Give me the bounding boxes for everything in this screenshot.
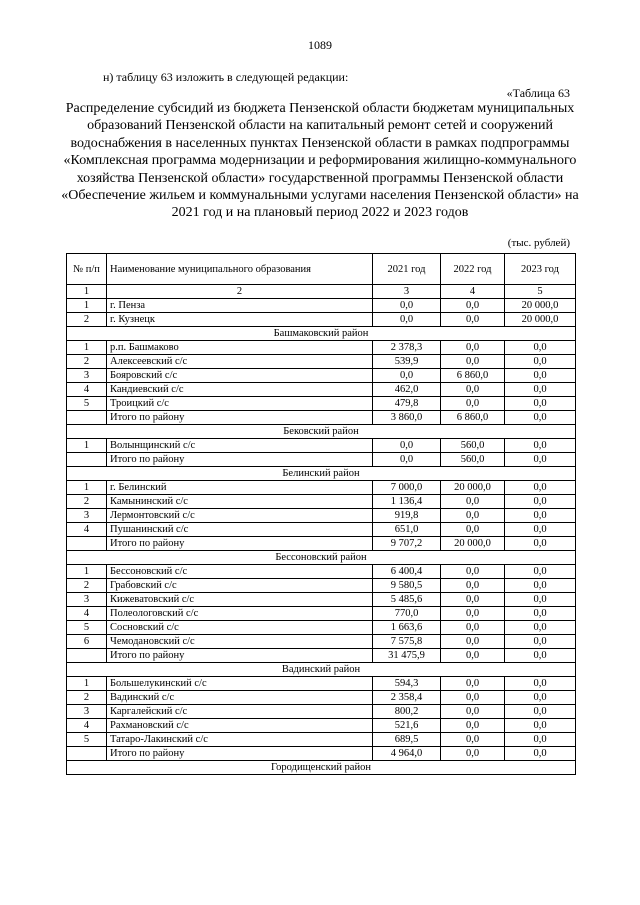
municipality-name: Волынщинский с/с bbox=[107, 439, 373, 453]
municipality-name: Бессоновский с/с bbox=[107, 565, 373, 579]
subsidy-table bbox=[66, 253, 576, 775]
row-number: 1 bbox=[67, 677, 107, 691]
row-number: 2 bbox=[67, 355, 107, 369]
value-2022: 0,0 bbox=[441, 565, 505, 579]
column-number: 1 bbox=[67, 285, 107, 299]
row-number: 1 bbox=[67, 341, 107, 355]
value-2023: 0,0 bbox=[505, 453, 576, 467]
value-2021: 594,3 bbox=[373, 677, 441, 691]
value-2023: 0,0 bbox=[505, 411, 576, 425]
value-2021: 919,8 bbox=[373, 509, 441, 523]
row-number bbox=[67, 747, 107, 761]
value-2022: 6 860,0 bbox=[441, 369, 505, 383]
value-2023: 0,0 bbox=[505, 635, 576, 649]
value-2023: 0,0 bbox=[505, 523, 576, 537]
column-number: 5 bbox=[505, 285, 576, 299]
intro-text: н) таблицу 63 изложить в следующей редакции: bbox=[103, 70, 349, 84]
row-number: 6 bbox=[67, 635, 107, 649]
table-row bbox=[67, 677, 576, 691]
value-2022: 0,0 bbox=[441, 523, 505, 537]
table-row bbox=[67, 565, 576, 579]
table-header-row bbox=[67, 254, 576, 285]
municipality-name: Сосновский с/с bbox=[107, 621, 373, 635]
value-2022: 0,0 bbox=[441, 341, 505, 355]
column-number: 4 bbox=[441, 285, 505, 299]
value-2022: 0,0 bbox=[441, 593, 505, 607]
value-2022: 0,0 bbox=[441, 509, 505, 523]
municipality-name: Троицкий с/с bbox=[107, 397, 373, 411]
table-row bbox=[67, 579, 576, 593]
value-2021: 770,0 bbox=[373, 607, 441, 621]
municipality-name: Лермонтовский с/с bbox=[107, 509, 373, 523]
value-2023: 0,0 bbox=[505, 649, 576, 663]
row-number: 4 bbox=[67, 383, 107, 397]
district-total-row bbox=[67, 537, 576, 551]
value-2023: 0,0 bbox=[505, 621, 576, 635]
column-number: 3 bbox=[373, 285, 441, 299]
district-name: Бековский район bbox=[67, 425, 576, 439]
value-2023: 0,0 bbox=[505, 719, 576, 733]
value-2021: 479,8 bbox=[373, 397, 441, 411]
row-number: 5 bbox=[67, 397, 107, 411]
district-section-row bbox=[67, 551, 576, 565]
row-number: 2 bbox=[67, 579, 107, 593]
value-2021: 0,0 bbox=[373, 453, 441, 467]
municipality-name: р.п. Башмаково bbox=[107, 341, 373, 355]
row-number: 1 bbox=[67, 299, 107, 313]
table-tag: «Таблица 63 bbox=[506, 86, 570, 100]
row-number bbox=[67, 411, 107, 425]
value-2021: 1 663,6 bbox=[373, 621, 441, 635]
district-name: Башмаковский район bbox=[67, 327, 576, 341]
value-2023: 0,0 bbox=[505, 691, 576, 705]
table-row bbox=[67, 593, 576, 607]
row-number: 1 bbox=[67, 439, 107, 453]
row-number bbox=[67, 537, 107, 551]
district-section-row bbox=[67, 467, 576, 481]
value-2021: 651,0 bbox=[373, 523, 441, 537]
district-total-row bbox=[67, 411, 576, 425]
value-2022: 0,0 bbox=[441, 299, 505, 313]
table-row bbox=[67, 635, 576, 649]
header-number: № п/п bbox=[67, 254, 107, 285]
value-2021: 9 707,2 bbox=[373, 537, 441, 551]
row-number bbox=[67, 453, 107, 467]
value-2021: 0,0 bbox=[373, 299, 441, 313]
value-2023: 0,0 bbox=[505, 677, 576, 691]
district-section-row bbox=[67, 761, 576, 775]
value-2021: 539,9 bbox=[373, 355, 441, 369]
header-name: Наименование муниципального образования bbox=[107, 254, 373, 285]
value-2023: 0,0 bbox=[505, 369, 576, 383]
column-number: 2 bbox=[107, 285, 373, 299]
value-2021: 521,6 bbox=[373, 719, 441, 733]
value-2022: 0,0 bbox=[441, 621, 505, 635]
page-number: 1089 bbox=[308, 38, 332, 52]
table-row bbox=[67, 719, 576, 733]
value-2022: 20 000,0 bbox=[441, 537, 505, 551]
value-2021: 6 400,4 bbox=[373, 565, 441, 579]
value-2023: 20 000,0 bbox=[505, 313, 576, 327]
value-2022: 0,0 bbox=[441, 691, 505, 705]
municipality-name: Кижеватовский с/с bbox=[107, 593, 373, 607]
document-title: Распределение субсидий из бюджета Пензенской области бюджетам муниципальных образований Пензенской области на капитальный ремонт сетей и сооружений водоснабжения в населенных пунктах Пензенской области в рамках подпрограммы «Комплексная программа модернизации и реформирования жилищно-коммунального хозяйства Пензенской области» государственной программы Пензенской области «Обеспечение жильем и коммунальными услугами населения Пензенской области» на 2021 год и на плановый период 2022 и 2023 годов bbox=[61, 101, 579, 221]
district-name: Городищенский район bbox=[67, 761, 576, 775]
municipality-name: Грабовский с/с bbox=[107, 579, 373, 593]
value-2022: 0,0 bbox=[441, 495, 505, 509]
municipality-name: Камынинский с/с bbox=[107, 495, 373, 509]
value-2021: 0,0 bbox=[373, 313, 441, 327]
value-2023: 20 000,0 bbox=[505, 299, 576, 313]
municipality-name: Полеологовский с/с bbox=[107, 607, 373, 621]
header-2022: 2022 год bbox=[441, 254, 505, 285]
value-2021: 5 485,6 bbox=[373, 593, 441, 607]
value-2022: 0,0 bbox=[441, 677, 505, 691]
municipality-name: г. Кузнецк bbox=[107, 313, 373, 327]
value-2023: 0,0 bbox=[505, 355, 576, 369]
table-row bbox=[67, 495, 576, 509]
municipality-name: Рахмановский с/с bbox=[107, 719, 373, 733]
district-name: Бессоновский район bbox=[67, 551, 576, 565]
value-2021: 4 964,0 bbox=[373, 747, 441, 761]
value-2022: 0,0 bbox=[441, 383, 505, 397]
table-row bbox=[67, 621, 576, 635]
value-2021: 1 136,4 bbox=[373, 495, 441, 509]
value-2023: 0,0 bbox=[505, 383, 576, 397]
value-2022: 0,0 bbox=[441, 705, 505, 719]
district-total-row bbox=[67, 649, 576, 663]
district-name: Белинский район bbox=[67, 467, 576, 481]
value-2022: 0,0 bbox=[441, 607, 505, 621]
table-row bbox=[67, 481, 576, 495]
table-row bbox=[67, 313, 576, 327]
municipality-name: Пушанинский с/с bbox=[107, 523, 373, 537]
table-row bbox=[67, 397, 576, 411]
row-number: 1 bbox=[67, 481, 107, 495]
table-body bbox=[67, 299, 576, 775]
district-total-row bbox=[67, 453, 576, 467]
municipality-name: Итого по району bbox=[107, 747, 373, 761]
value-2022: 0,0 bbox=[441, 397, 505, 411]
row-number: 1 bbox=[67, 565, 107, 579]
value-2021: 9 580,5 bbox=[373, 579, 441, 593]
district-section-row bbox=[67, 425, 576, 439]
value-2023: 0,0 bbox=[505, 495, 576, 509]
value-2023: 0,0 bbox=[505, 579, 576, 593]
municipality-name: Итого по району bbox=[107, 453, 373, 467]
header-2023: 2023 год bbox=[505, 254, 576, 285]
table-row bbox=[67, 607, 576, 621]
value-2022: 0,0 bbox=[441, 649, 505, 663]
value-2021: 462,0 bbox=[373, 383, 441, 397]
value-2023: 0,0 bbox=[505, 439, 576, 453]
row-number: 5 bbox=[67, 733, 107, 747]
value-2021: 2 358,4 bbox=[373, 691, 441, 705]
row-number: 2 bbox=[67, 313, 107, 327]
value-2023: 0,0 bbox=[505, 733, 576, 747]
table-row bbox=[67, 383, 576, 397]
row-number: 4 bbox=[67, 523, 107, 537]
table-row bbox=[67, 355, 576, 369]
value-2023: 0,0 bbox=[505, 565, 576, 579]
value-2021: 689,5 bbox=[373, 733, 441, 747]
value-2023: 0,0 bbox=[505, 509, 576, 523]
row-number bbox=[67, 649, 107, 663]
value-2022: 0,0 bbox=[441, 733, 505, 747]
value-2021: 0,0 bbox=[373, 439, 441, 453]
table-row bbox=[67, 509, 576, 523]
value-2021: 0,0 bbox=[373, 369, 441, 383]
value-2021: 31 475,9 bbox=[373, 649, 441, 663]
value-2023: 0,0 bbox=[505, 593, 576, 607]
municipality-name: Вадинский с/с bbox=[107, 691, 373, 705]
table-row bbox=[67, 369, 576, 383]
municipality-name: Итого по району bbox=[107, 649, 373, 663]
value-2022: 0,0 bbox=[441, 313, 505, 327]
value-2021: 7 575,8 bbox=[373, 635, 441, 649]
row-number: 4 bbox=[67, 719, 107, 733]
row-number: 3 bbox=[67, 369, 107, 383]
units-label: (тыс. рублей) bbox=[507, 237, 570, 249]
table-row bbox=[67, 439, 576, 453]
table-row bbox=[67, 691, 576, 705]
value-2023: 0,0 bbox=[505, 537, 576, 551]
value-2022: 20 000,0 bbox=[441, 481, 505, 495]
district-section-row bbox=[67, 663, 576, 677]
municipality-name: Каргалейский с/с bbox=[107, 705, 373, 719]
value-2021: 7 000,0 bbox=[373, 481, 441, 495]
column-number-row bbox=[67, 285, 576, 299]
header-2021: 2021 год bbox=[373, 254, 441, 285]
value-2023: 0,0 bbox=[505, 747, 576, 761]
value-2023: 0,0 bbox=[505, 705, 576, 719]
value-2022: 0,0 bbox=[441, 719, 505, 733]
district-name: Вадинский район bbox=[67, 663, 576, 677]
row-number: 2 bbox=[67, 495, 107, 509]
row-number: 2 bbox=[67, 691, 107, 705]
table-row bbox=[67, 299, 576, 313]
table-row bbox=[67, 523, 576, 537]
district-total-row bbox=[67, 747, 576, 761]
table-row bbox=[67, 341, 576, 355]
municipality-name: г. Белинский bbox=[107, 481, 373, 495]
value-2022: 6 860,0 bbox=[441, 411, 505, 425]
municipality-name: Татаро-Лакинский с/с bbox=[107, 733, 373, 747]
municipality-name: Чемодановский с/с bbox=[107, 635, 373, 649]
value-2022: 0,0 bbox=[441, 747, 505, 761]
municipality-name: Итого по району bbox=[107, 537, 373, 551]
row-number: 4 bbox=[67, 607, 107, 621]
row-number: 3 bbox=[67, 705, 107, 719]
value-2023: 0,0 bbox=[505, 607, 576, 621]
value-2023: 0,0 bbox=[505, 341, 576, 355]
row-number: 3 bbox=[67, 593, 107, 607]
value-2022: 0,0 bbox=[441, 355, 505, 369]
value-2022: 560,0 bbox=[441, 453, 505, 467]
municipality-name: Большелукинский с/с bbox=[107, 677, 373, 691]
value-2023: 0,0 bbox=[505, 481, 576, 495]
value-2021: 3 860,0 bbox=[373, 411, 441, 425]
value-2022: 0,0 bbox=[441, 635, 505, 649]
municipality-name: Алексеевский с/с bbox=[107, 355, 373, 369]
table-row bbox=[67, 733, 576, 747]
value-2021: 2 378,3 bbox=[373, 341, 441, 355]
row-number: 5 bbox=[67, 621, 107, 635]
municipality-name: Итого по району bbox=[107, 411, 373, 425]
value-2022: 0,0 bbox=[441, 579, 505, 593]
table-row bbox=[67, 705, 576, 719]
value-2023: 0,0 bbox=[505, 397, 576, 411]
district-section-row bbox=[67, 327, 576, 341]
row-number: 3 bbox=[67, 509, 107, 523]
value-2021: 800,2 bbox=[373, 705, 441, 719]
municipality-name: Бояровский с/с bbox=[107, 369, 373, 383]
value-2022: 560,0 bbox=[441, 439, 505, 453]
municipality-name: Кандиевский с/с bbox=[107, 383, 373, 397]
municipality-name: г. Пенза bbox=[107, 299, 373, 313]
